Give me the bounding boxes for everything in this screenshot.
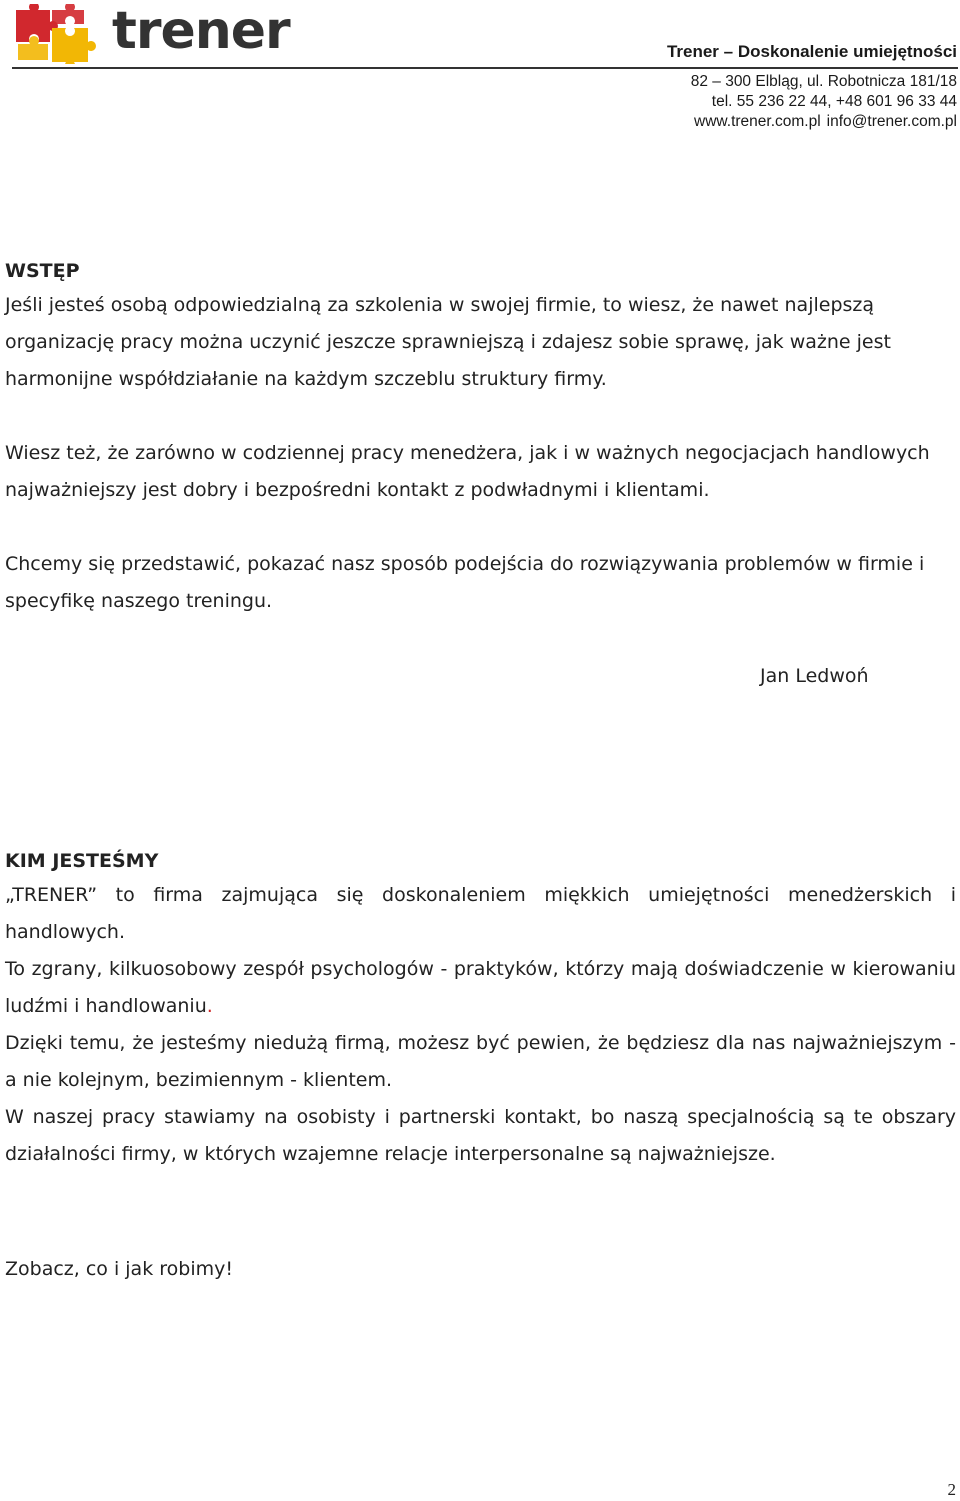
page-number: 2 <box>947 1480 956 1499</box>
address: 82 – 300 Elbląg, ul. Robotnicza 181/18 <box>690 73 957 90</box>
intro-paragraph-2: Wiesz też, że zarówno w codziennej pracy menedżera, jak i w ważnych negocjacjach handlowych najważniejszy jest dobry i bezpośredni kontakt z podwładnymi i klientami. <box>5 442 930 501</box>
about-paragraph-2-text: To zgrany, kilkuosobowy zespół psychologów - praktyków, którzy mają doświadczenie w kierowaniu ludźmi i handlowaniu <box>5 958 956 1017</box>
web-contact <box>691 112 957 132</box>
company-name: Trener – Doskonalenie umiejętności <box>666 42 957 61</box>
email-link[interactable]: info@trener.com.pl <box>826 113 957 130</box>
spacer <box>5 509 957 546</box>
about-paragraph-2 <box>5 951 956 1025</box>
about-paragraph-3: Dzięki temu, że jesteśmy niedużą firmą, możesz być pewien, że będziesz dla nas najważniejszym - a nie kolejnym, bezimiennym - klientem. <box>5 1032 956 1091</box>
about-heading: KIM JESTEŚMY <box>5 850 159 872</box>
about-paragraph-2-dot: . <box>206 995 213 1017</box>
page-header <box>0 0 960 140</box>
contact-block <box>691 72 957 132</box>
puzzle-logo-icon <box>12 4 108 64</box>
logo-wordmark: trener <box>112 1 290 61</box>
spacer <box>5 398 957 435</box>
closing-line: Zobacz, co i jak robimy! <box>5 1258 233 1280</box>
about-section <box>5 845 956 1173</box>
about-paragraph-4: W naszej pracy stawiamy na osobisty i partnerski kontakt, bo naszą specjalnością są te obszary działalności firmy, w których wzajemne relacje interpersonalne są najważniejsze. <box>5 1106 956 1165</box>
phone: tel. 55 236 22 44, +48 601 96 33 44 <box>711 93 957 110</box>
intro-heading: WSTĘP <box>5 260 80 282</box>
signature: Jan Ledwoń <box>760 665 869 687</box>
website-link[interactable]: www.trener.com.pl <box>694 113 821 130</box>
intro-section <box>5 255 957 620</box>
intro-paragraph-3: Chcemy się przedstawić, pokazać nasz sposób podejścia do rozwiązywania problemów w firmie i specyfikę naszego treningu. <box>5 553 925 612</box>
about-paragraph-1: „TRENER” to firma zajmująca się doskonaleniem miękkich umiejętności menedżerskich i handlowych. <box>5 884 956 943</box>
header-divider <box>12 67 958 69</box>
company-logo <box>12 1 312 66</box>
intro-paragraph-1: Jeśli jesteś osobą odpowiedzialną za szkolenia w swojej firmie, to wiesz, że nawet najlepszą organizację pracy można uczynić jeszcze sprawniejszą i zdajesz sobie sprawę, jak ważne jest harmonijne współdziałanie na każdym szczeblu struktury firmy. <box>5 294 891 390</box>
